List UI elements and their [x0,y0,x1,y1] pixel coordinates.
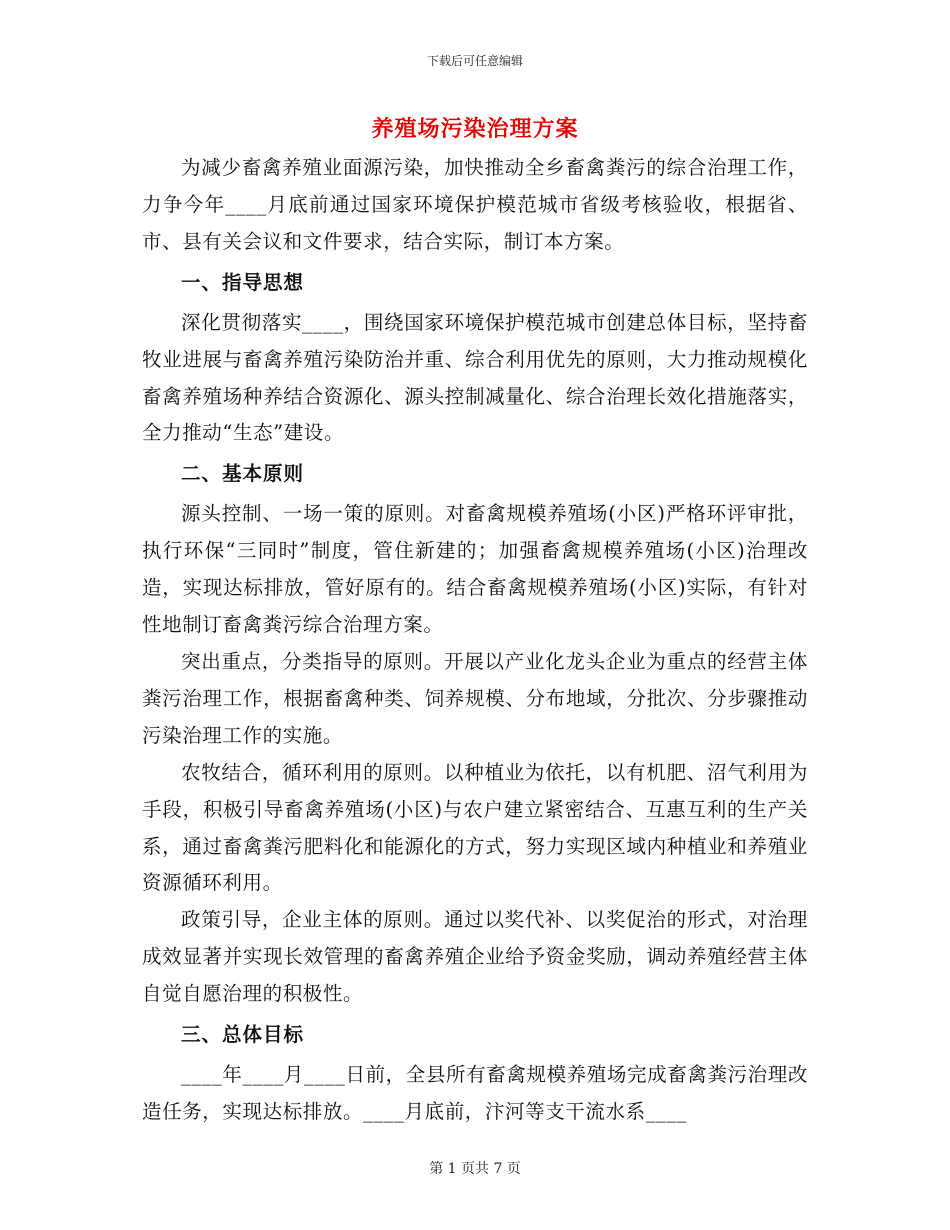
paragraph: ____年____月____日前，全县所有畜禽规模养殖场完成畜禽粪污治理改造任务，实现达标排放。____月底前，汴河等支干流水系____ [142,1063,808,1123]
page-header-note: 下载后可任意编辑 [426,54,523,68]
page-number: 第 1 页共 7 页 [429,1161,521,1177]
paragraph: 深化贯彻落实____，围绕国家环境保护模范城市创建总体目标，坚持畜牧业进展与畜禽养殖污染防治并重、综合利用优先的原则，大力推动规模化畜禽养殖场种养结合资源化、源头控制减量化、综合治理长效化措施落实，全力推动“生态”建设。 [142,310,808,445]
intro-paragraph: 为减少畜禽养殖业面源污染，加快推动全乡畜禽粪污的综合治理工作，力争今年____月底前通过国家环境保护模范城市省级考核验收，根据省、市、县有关会议和文件要求，结合实际，制订本方案。 [142,156,808,253]
paragraph: 源头控制、一场一策的原则。对畜禽规模养殖场(小区)严格环评审批，执行环保“三同时”制度，管住新建的；加强畜禽规模养殖场(小区)治理改造，实现达标排放，管好原有的。结合畜禽规模养殖场(小区)实际，有针对性地制订畜禽粪污综合治理方案。 [142,502,808,637]
section-heading-basic-principles: 二、基本原则 [181,462,305,486]
paragraph: 农牧结合，循环利用的原则。以种植业为依托，以有机肥、沼气利用为手段，积极引导畜禽养殖场(小区)与农户建立紧密结合、互惠互利的生产关系，通过畜禽粪污肥料化和能源化的方式，努力实现区域内种植业和养殖业资源循环利用。 [142,760,808,895]
paragraph: 突出重点，分类指导的原则。开展以产业化龙头企业为重点的经营主体粪污治理工作，根据畜禽种类、饲养规模、分布地域，分批次、分步骤推动污染治理工作的实施。 [142,649,808,747]
section-heading-overall-goals: 三、总体目标 [181,1023,305,1047]
document-body [142,108,808,1131]
section-heading-guiding-ideology: 一、指导思想 [181,270,305,294]
paragraph: 政策引导，企业主体的原则。通过以奖代补、以奖促治的形式，对治理成效显著并实现长效管理的畜禽养殖企业给予资金奖励，调动养殖经营主体自觉自愿治理的积极性。 [142,908,808,1006]
document-title: 养殖场污染治理方案 [371,116,579,142]
